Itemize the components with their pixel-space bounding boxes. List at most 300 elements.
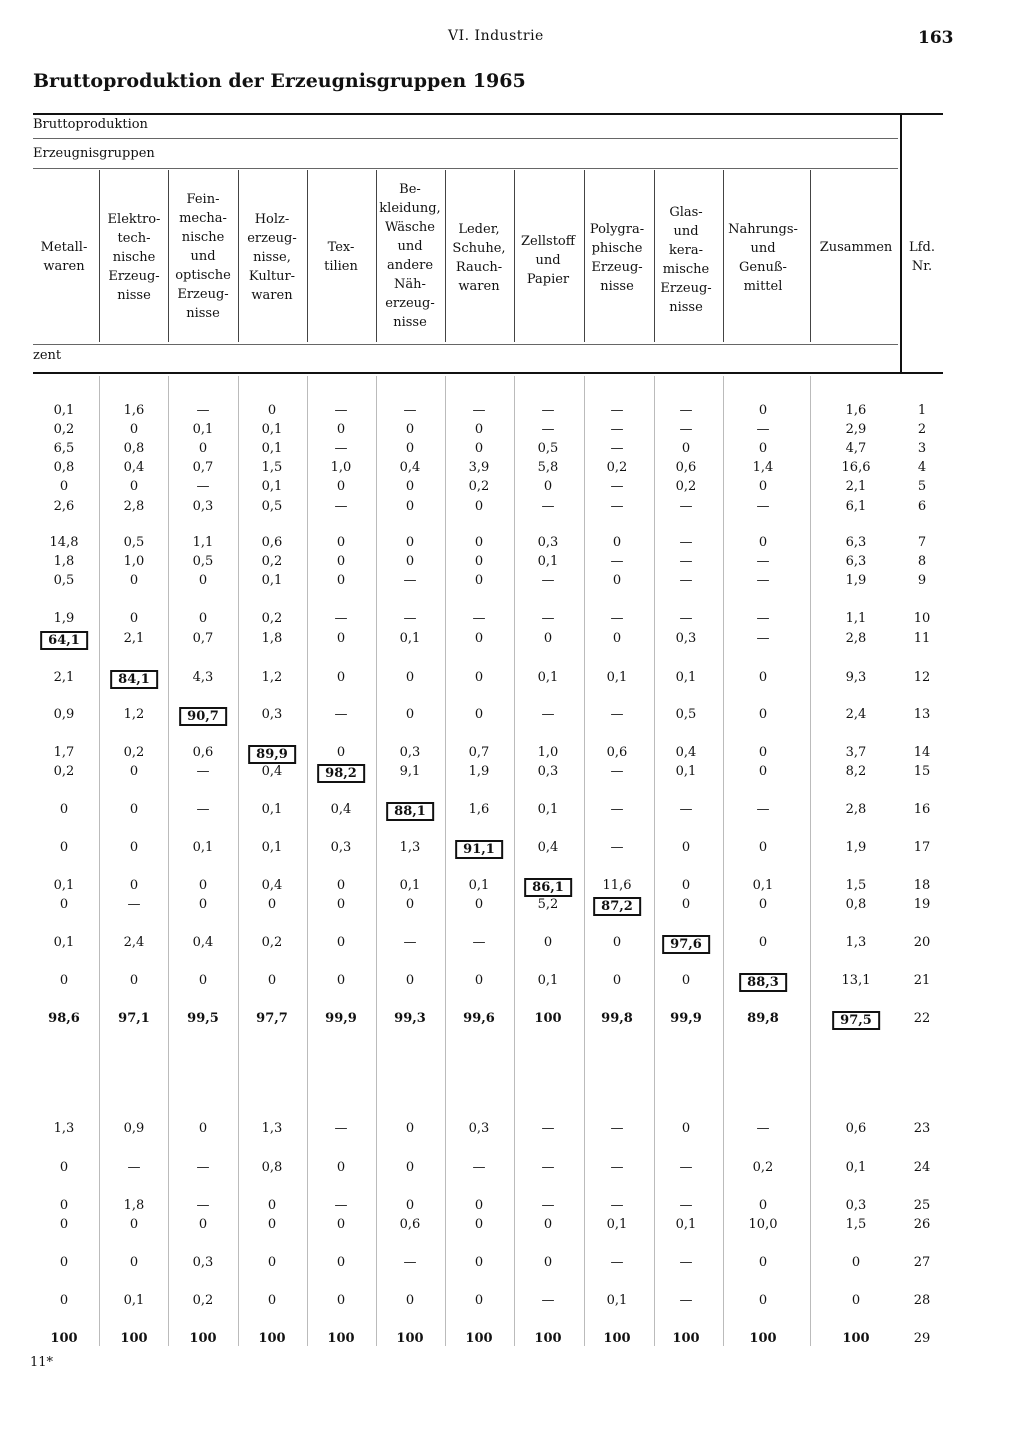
table-cell: 0 <box>474 499 484 514</box>
table-cell: 0 <box>129 479 139 494</box>
table-cell: 0 <box>336 935 346 950</box>
table-cell: 0,1 <box>845 1160 867 1175</box>
table-cell: 100 <box>258 1331 286 1346</box>
table-cell: 1,3 <box>53 1121 75 1136</box>
table-cell: 100 <box>465 1331 493 1346</box>
row-number: 15 <box>913 764 931 779</box>
table-cell: 0 <box>336 745 346 760</box>
table-cell: 0 <box>758 441 768 456</box>
top-rule <box>33 113 943 115</box>
table-cell: 0,2 <box>261 554 283 569</box>
table-cell: 0,2 <box>606 460 628 475</box>
table-cell: 0 <box>474 535 484 550</box>
row-number: 8 <box>917 554 927 569</box>
table-cell: 0 <box>198 1121 208 1136</box>
table-cell: 100 <box>672 1331 700 1346</box>
table-cell: 0 <box>758 764 768 779</box>
table-cell: 0 <box>59 1160 69 1175</box>
column-header: Glas- und kera- mische Erzeug- nisse <box>660 205 712 315</box>
row-number: 10 <box>913 611 931 626</box>
table-cell: 2,9 <box>845 422 867 437</box>
table-cell: — <box>610 1255 624 1270</box>
table-cell: 0 <box>474 897 484 912</box>
table-cell: — <box>541 573 555 588</box>
table-cell: 0,5 <box>53 573 75 588</box>
row-number: 24 <box>913 1160 931 1175</box>
table-cell: 0,4 <box>261 878 283 893</box>
table-cell: 0 <box>758 1255 768 1270</box>
table-cell: 0 <box>405 707 415 722</box>
table-cell: 0,4 <box>399 460 421 475</box>
table-cell: — <box>334 403 348 418</box>
table-cell: — <box>541 1293 555 1308</box>
table-cell: 0 <box>59 1198 69 1213</box>
table-cell: 0 <box>129 878 139 893</box>
column-divider-body <box>810 376 811 1346</box>
table-cell: 0 <box>198 897 208 912</box>
table-cell: — <box>541 1121 555 1136</box>
table-cell: 0,1 <box>192 840 214 855</box>
column-header: Elektro- tech- nische Erzeug- nisse <box>107 212 161 303</box>
table-cell: — <box>756 802 770 817</box>
table-cell: 99,9 <box>670 1011 702 1026</box>
table-cell: 0 <box>405 554 415 569</box>
table-cell: — <box>196 479 210 494</box>
table-cell: — <box>334 707 348 722</box>
table-cell: 0 <box>758 840 768 855</box>
table-cell: — <box>196 802 210 817</box>
table-cell: 1,8 <box>53 554 75 569</box>
table-cell: — <box>679 573 693 588</box>
table-cell: — <box>756 631 770 646</box>
table-cell: 0,1 <box>53 935 75 950</box>
table-cell: 0 <box>758 670 768 685</box>
row-number: 25 <box>913 1198 931 1213</box>
table-cell: 0,6 <box>192 745 214 760</box>
table-cell: — <box>610 1160 624 1175</box>
table-cell: 90,7 <box>179 707 227 726</box>
table-cell: — <box>541 499 555 514</box>
table-cell: 1,0 <box>123 554 145 569</box>
table-cell: 0,2 <box>123 745 145 760</box>
table-cell: 0 <box>336 878 346 893</box>
table-cell: 0 <box>198 973 208 988</box>
table-cell: 0,4 <box>537 840 559 855</box>
table-cell: 0,9 <box>123 1121 145 1136</box>
table-cell: 0 <box>612 935 622 950</box>
table-cell: 89,8 <box>747 1011 779 1026</box>
table-cell: 0,2 <box>261 935 283 950</box>
table-cell: 1,2 <box>123 707 145 722</box>
table-cell: 0 <box>336 422 346 437</box>
table-cell: 97,5 <box>832 1011 880 1030</box>
table-cell: — <box>679 802 693 817</box>
table-cell: 0,1 <box>261 422 283 437</box>
table-cell: 0 <box>129 611 139 626</box>
table-cell: 0,3 <box>330 840 352 855</box>
table-cell: 0,1 <box>537 670 559 685</box>
table-cell: 0 <box>198 611 208 626</box>
table-cell: 0 <box>474 670 484 685</box>
table-cell: 100 <box>534 1011 562 1026</box>
table-cell: 0 <box>129 422 139 437</box>
table-cell: 0,3 <box>845 1198 867 1213</box>
table-cell: 0,7 <box>192 460 214 475</box>
page-title: Bruttoproduktion der Erzeugnisgruppen 1965 <box>33 70 526 92</box>
table-cell: — <box>756 573 770 588</box>
table-cell: 0 <box>405 1121 415 1136</box>
table-cell: — <box>679 1293 693 1308</box>
table-cell: 1,9 <box>845 840 867 855</box>
table-cell: — <box>472 935 486 950</box>
column-header: Be- kleidung, Wäsche und andere Näh- erzeug- nisse <box>379 182 441 330</box>
table-cell: 88,1 <box>386 802 434 821</box>
table-cell: 0 <box>474 1217 484 1232</box>
table-cell: — <box>334 499 348 514</box>
table-cell: 0 <box>336 973 346 988</box>
row-number: 16 <box>913 802 931 817</box>
table-cell: 0 <box>336 1255 346 1270</box>
row-number: 14 <box>913 745 931 760</box>
table-cell: — <box>541 611 555 626</box>
table-cell: 0 <box>543 935 553 950</box>
table-cell: 64,1 <box>40 631 88 650</box>
table-cell: 1,8 <box>123 1198 145 1213</box>
row-number: 26 <box>913 1217 931 1232</box>
table-cell: — <box>610 1121 624 1136</box>
label-erzeugnisgruppen: Erzeugnisgruppen <box>33 146 155 161</box>
table-cell: 0,2 <box>261 611 283 626</box>
table-cell: 100 <box>50 1331 78 1346</box>
table-cell: 0 <box>336 631 346 646</box>
label-bruttoproduktion: Bruttoproduktion <box>33 117 148 132</box>
label-zent: zent <box>33 348 62 363</box>
table-cell: 0 <box>758 479 768 494</box>
table-cell: 5,2 <box>537 897 559 912</box>
table-cell: 1,0 <box>537 745 559 760</box>
table-cell: 0,4 <box>123 460 145 475</box>
table-cell: 0 <box>405 1293 415 1308</box>
table-cell: 100 <box>842 1331 870 1346</box>
table-cell: 0 <box>59 840 69 855</box>
table-cell: 0,3 <box>675 631 697 646</box>
column-divider-body <box>307 376 308 1346</box>
rule-2 <box>33 138 898 139</box>
table-cell: 1,9 <box>468 764 490 779</box>
table-cell: 0 <box>474 707 484 722</box>
table-cell: 0,6 <box>261 535 283 550</box>
table-cell: — <box>196 1198 210 1213</box>
table-cell: 0,4 <box>675 745 697 760</box>
table-cell: 9,1 <box>399 764 421 779</box>
table-cell: — <box>679 535 693 550</box>
table-cell: 1,5 <box>845 878 867 893</box>
table-cell: 0,1 <box>261 479 283 494</box>
row-number: 29 <box>913 1331 931 1346</box>
table-cell: — <box>541 1160 555 1175</box>
table-cell: 0,3 <box>399 745 421 760</box>
table-cell: 0 <box>59 1255 69 1270</box>
table-cell: 0 <box>612 631 622 646</box>
table-cell: 0 <box>129 973 139 988</box>
table-cell: 0,1 <box>261 573 283 588</box>
table-cell: 0 <box>474 441 484 456</box>
table-cell: 1,0 <box>330 460 352 475</box>
table-cell: 0 <box>681 1121 691 1136</box>
table-cell: 9,3 <box>845 670 867 685</box>
row-number: 9 <box>917 573 927 588</box>
table-cell: 1,3 <box>845 935 867 950</box>
column-divider-body <box>99 376 100 1346</box>
table-cell: — <box>756 499 770 514</box>
row-number: 20 <box>913 935 931 950</box>
table-cell: 1,1 <box>845 611 867 626</box>
table-cell: 87,2 <box>593 897 641 916</box>
table-cell: 0 <box>681 878 691 893</box>
table-cell: 0 <box>405 499 415 514</box>
column-header: Leder, Schuhe, Rauch- waren <box>452 222 506 294</box>
table-cell: — <box>472 403 486 418</box>
column-divider-body <box>584 376 585 1346</box>
column-divider-body <box>376 376 377 1346</box>
table-cell: 4,3 <box>192 670 214 685</box>
row-number: 13 <box>913 707 931 722</box>
table-cell: — <box>541 403 555 418</box>
table-cell: 0 <box>336 1217 346 1232</box>
table-cell: — <box>472 1160 486 1175</box>
column-header: Metall- waren <box>40 240 88 274</box>
table-cell: 1,1 <box>192 535 214 550</box>
table-cell: 2,1 <box>845 479 867 494</box>
table-cell: 100 <box>120 1331 148 1346</box>
table-cell: 0 <box>59 973 69 988</box>
column-divider-body <box>654 376 655 1346</box>
table-cell: — <box>610 441 624 456</box>
table-cell: — <box>679 611 693 626</box>
table-cell: — <box>756 1121 770 1136</box>
table-cell: 0 <box>681 840 691 855</box>
row-number: 6 <box>917 499 927 514</box>
table-cell: 0 <box>681 973 691 988</box>
table-cell: 0 <box>129 840 139 855</box>
row-number: 11 <box>913 631 931 646</box>
table-cell: 97,7 <box>256 1011 288 1026</box>
table-cell: 0 <box>474 973 484 988</box>
table-cell: — <box>679 422 693 437</box>
table-cell: 84,1 <box>110 670 158 689</box>
table-cell: 99,8 <box>601 1011 633 1026</box>
table-cell: 99,3 <box>394 1011 426 1026</box>
table-cell: — <box>610 707 624 722</box>
table-cell: — <box>610 764 624 779</box>
table-cell: 1,3 <box>261 1121 283 1136</box>
table-cell: — <box>403 935 417 950</box>
column-header: Tex- tilien <box>324 240 358 274</box>
table-cell: 0 <box>198 878 208 893</box>
table-cell: 1,6 <box>845 403 867 418</box>
table-cell: 0,5 <box>537 441 559 456</box>
table-cell: 0 <box>405 897 415 912</box>
row-number: 3 <box>917 441 927 456</box>
table-cell: 0 <box>267 403 277 418</box>
column-header: Nahrungs- und Genuß- mittel <box>728 222 798 294</box>
table-cell: 0 <box>758 897 768 912</box>
rule-3 <box>33 168 898 169</box>
table-cell: — <box>334 611 348 626</box>
table-cell: 0 <box>405 479 415 494</box>
table-cell: 88,3 <box>739 973 787 992</box>
table-cell: 98,6 <box>48 1011 80 1026</box>
table-cell: 0 <box>267 973 277 988</box>
table-cell: 0,2 <box>192 1293 214 1308</box>
table-cell: — <box>334 1198 348 1213</box>
table-cell: — <box>127 1160 141 1175</box>
table-cell: 0 <box>474 631 484 646</box>
table-cell: 0,1 <box>468 878 490 893</box>
table-cell: 0 <box>681 441 691 456</box>
table-cell: 14,8 <box>49 535 79 550</box>
table-cell: 0 <box>851 1255 861 1270</box>
table-cell: 0 <box>267 1293 277 1308</box>
table-cell: 0 <box>474 422 484 437</box>
table-cell: 1,9 <box>845 573 867 588</box>
table-cell: — <box>610 422 624 437</box>
table-cell: 1,4 <box>752 460 774 475</box>
table-cell: 0,8 <box>53 460 75 475</box>
table-cell: 6,1 <box>845 499 867 514</box>
row-number: 4 <box>917 460 927 475</box>
row-number: 19 <box>913 897 931 912</box>
table-cell: — <box>196 764 210 779</box>
footer-signature: 11* <box>30 1355 54 1370</box>
row-number: 1 <box>917 403 927 418</box>
table-cell: 0,6 <box>675 460 697 475</box>
table-cell: 0 <box>336 554 346 569</box>
table-cell: 0 <box>405 670 415 685</box>
table-cell: 0 <box>59 897 69 912</box>
table-cell: — <box>196 1160 210 1175</box>
table-cell: 0,3 <box>537 764 559 779</box>
table-cell: 0 <box>336 897 346 912</box>
table-cell: 0,1 <box>537 973 559 988</box>
table-cell: 3,7 <box>845 745 867 760</box>
table-cell: — <box>610 554 624 569</box>
row-number: 21 <box>913 973 931 988</box>
table-cell: 0 <box>681 897 691 912</box>
table-cell: 99,5 <box>187 1011 219 1026</box>
table-cell: 0 <box>474 1255 484 1270</box>
table-cell: 6,5 <box>53 441 75 456</box>
table-cell: 0 <box>543 479 553 494</box>
table-cell: 0,7 <box>192 631 214 646</box>
column-header: Zellstoff und Papier <box>521 234 575 287</box>
table-cell: 0,7 <box>468 745 490 760</box>
table-cell: 0 <box>758 707 768 722</box>
table-cell: — <box>679 554 693 569</box>
table-cell: 0,1 <box>399 631 421 646</box>
table-cell: 0 <box>474 554 484 569</box>
table-cell: 0,3 <box>261 707 283 722</box>
table-cell: 89,9 <box>248 745 296 764</box>
table-cell: — <box>610 403 624 418</box>
table-cell: 0,6 <box>845 1121 867 1136</box>
table-cell: 0 <box>59 479 69 494</box>
table-cell: 0 <box>267 1217 277 1232</box>
table-cell: 0 <box>612 535 622 550</box>
table-cell: 0,3 <box>192 499 214 514</box>
column-header: Zusammen <box>819 240 893 255</box>
table-cell: — <box>403 403 417 418</box>
table-cell: 0 <box>405 535 415 550</box>
column-divider-body <box>514 376 515 1346</box>
table-cell: 97,1 <box>118 1011 150 1026</box>
table-cell: 0 <box>405 1198 415 1213</box>
table-cell: 0 <box>612 573 622 588</box>
table-cell: 100 <box>396 1331 424 1346</box>
table-cell: 2,8 <box>845 631 867 646</box>
table-cell: 0,1 <box>399 878 421 893</box>
table-cell: 8,2 <box>845 764 867 779</box>
table-cell: — <box>541 707 555 722</box>
table-cell: 10,0 <box>748 1217 778 1232</box>
table-cell: — <box>756 611 770 626</box>
table-cell: 0 <box>336 670 346 685</box>
table-cell: 0,2 <box>468 479 490 494</box>
table-cell: — <box>403 573 417 588</box>
table-cell: 0,1 <box>192 422 214 437</box>
column-divider-body <box>723 376 724 1346</box>
table-cell: 0 <box>758 535 768 550</box>
table-cell: 0 <box>336 479 346 494</box>
row-number: 18 <box>913 878 931 893</box>
table-cell: 0 <box>758 1198 768 1213</box>
table-cell: 0,8 <box>123 441 145 456</box>
column-header: Polygra- phische Erzeug- nisse <box>589 222 645 294</box>
row-number: 17 <box>913 840 931 855</box>
table-cell: 97,6 <box>662 935 710 954</box>
table-cell: — <box>610 479 624 494</box>
table-cell: 86,1 <box>524 878 572 897</box>
section-title: VI. Industrie <box>448 28 544 44</box>
row-number: 2 <box>917 422 927 437</box>
table-cell: — <box>679 403 693 418</box>
column-divider-body <box>445 376 446 1346</box>
table-cell: 0,1 <box>675 670 697 685</box>
table-cell: 1,5 <box>261 460 283 475</box>
table-cell: — <box>756 422 770 437</box>
table-cell: 0,4 <box>330 802 352 817</box>
table-cell: 0 <box>198 1217 208 1232</box>
row-number: 27 <box>913 1255 931 1270</box>
table-cell: 0 <box>851 1293 861 1308</box>
row-number: 5 <box>917 479 927 494</box>
table-cell: 100 <box>189 1331 217 1346</box>
table-cell: 0 <box>474 573 484 588</box>
table-cell: 0 <box>336 1293 346 1308</box>
table-cell: — <box>541 422 555 437</box>
table-cell: 0 <box>59 802 69 817</box>
table-cell: 0 <box>336 573 346 588</box>
table-cell: 0,1 <box>53 878 75 893</box>
table-cell: 1,7 <box>53 745 75 760</box>
table-cell: 2,8 <box>845 802 867 817</box>
table-cell: 0,1 <box>537 802 559 817</box>
table-cell: 2,8 <box>123 499 145 514</box>
table-cell: 1,9 <box>53 611 75 626</box>
page-number: 163 <box>918 28 954 48</box>
table-cell: 2,1 <box>123 631 145 646</box>
table-cell: — <box>679 499 693 514</box>
